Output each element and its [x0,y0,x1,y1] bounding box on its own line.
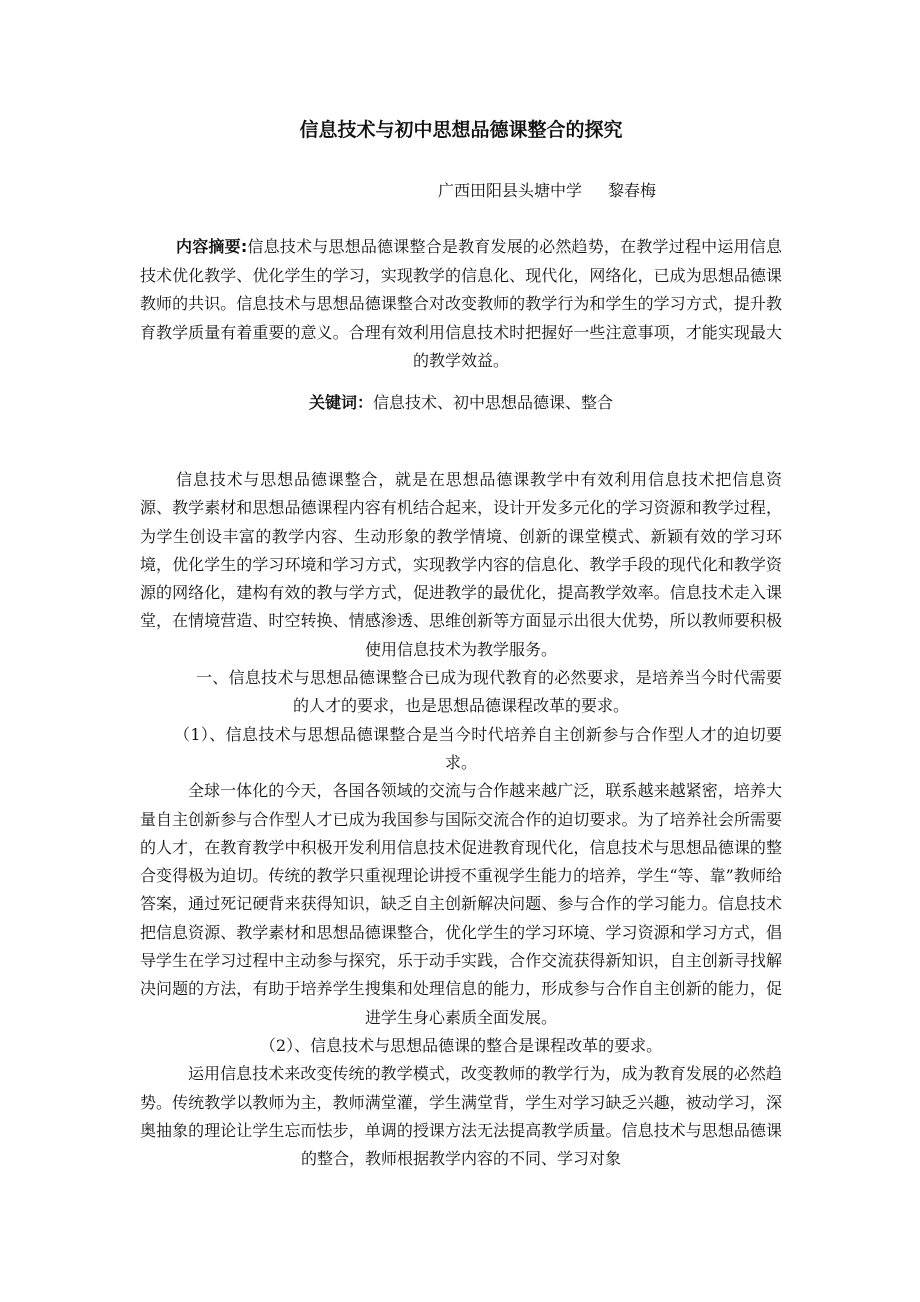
keywords-text: 信息技术、初中思想品德课、整合 [373,393,614,412]
subsection-heading-1: （1）、信息技术与思想品德课整合是当今时代培养自主创新参与合作型人才的迫切要求。 [174,724,782,772]
abstract-text: 信息技术与思想品德课整合是教育发展的必然趋势，在教学过程中运用信息技术优化教学、优化学生的学习，实现教学的信息化、现代化，网络化，已成为思想品德课教师的共识。信息技术与思想品德课整合对改变教师的教学行为和学生的学习方式，提升教育教学质量有着重要的意义。合理有效利用信息技术时把握好一些注意事项，才能实现最大的教学效益。 [140,237,782,370]
intro-paragraph: 信息技术与思想品德课整合，就是在思想品德课教学中有效利用信息技术把信息资源、教学素材和思想品德课程内容有机结合起来，设计开发多元化的学习资源和教学过程，为学生创设丰富的教学内容、生动形象的教学情境、创新的课堂模式、新颖有效的学习环境，优化学生的学习环境和学习方式，实现教学内容的信息化、教学手段的现代化和教学资源的网络化，建构有效的教与学方式，促进教学的最优化，提高教学效率。信息技术走入课堂，在情境营造、时空转换、情感渗透、思维创新等方面显示出很大优势，所以教师要积极使用信息技术为教学服务。 [140,470,782,659]
author-line [438,179,656,203]
keywords [140,390,782,416]
abstract-label: 内容摘要: [176,237,248,256]
body-paragraph-2: 运用信息技术来改变传统的教学模式，改变教师的教学行为，成为教育发展的必然趋势。传统教学以教师为主，教师满堂灌，学生满堂背，学生对学习缺乏兴趣，被动学习，深奥抽象的理论让学生忘而怯步，单调的授课方法无法提高教学质量。信息技术与思想品德课的整合，教师根据教学内容的不同、学习对象 [140,1064,782,1169]
author-name: 黎春梅 [608,181,657,200]
subsection-heading-2: （2）、信息技术与思想品德课的整合是课程改革的要求。 [259,1035,663,1055]
abstract [140,233,782,376]
document-title: 信息技术与初中思想品德课整合的探究 [299,119,623,141]
keywords-label: 关键词： [308,393,373,412]
section-heading-1: 一、信息技术与思想品德课整合已成为现代教育的必然要求，是培养当今时代需要的人才的要求，也是思想品德课程改革的要求。 [196,668,782,716]
author-school: 广西田阳县头塘中学 [438,181,583,200]
body-paragraph-1: 全球一体化的今天，各国各领域的交流与合作越来越广泛，联系越来越紧密，培养大量自主创新参与合作型人才已成为我国参与国际交流合作的迫切要求。为了培养社会所需要的人才，在教育教学中积极开发利用信息技术促进教育现代化，信息技术与思想品德课的整合变得极为迫切。传统的教学只重视理论讲授不重视学生能力的培养，学生“等、靠”教师给答案，通过死记硬背来获得知识，缺乏自主创新解决问题、参与合作的学习能力。信息技术把信息资源、教学素材和思想品德课整合，优化学生的学习环境、学习资源和学习方式，倡导学生在学习过程中主动参与探究，乐于动手实践，合作交流获得新知识，自主创新寻找解决问题的方法，有助于培养学生搜集和处理信息的能力，形成参与合作自主创新的能力，促进学生身心素质全面发展。 [140,781,782,1027]
document-body [140,466,782,1173]
